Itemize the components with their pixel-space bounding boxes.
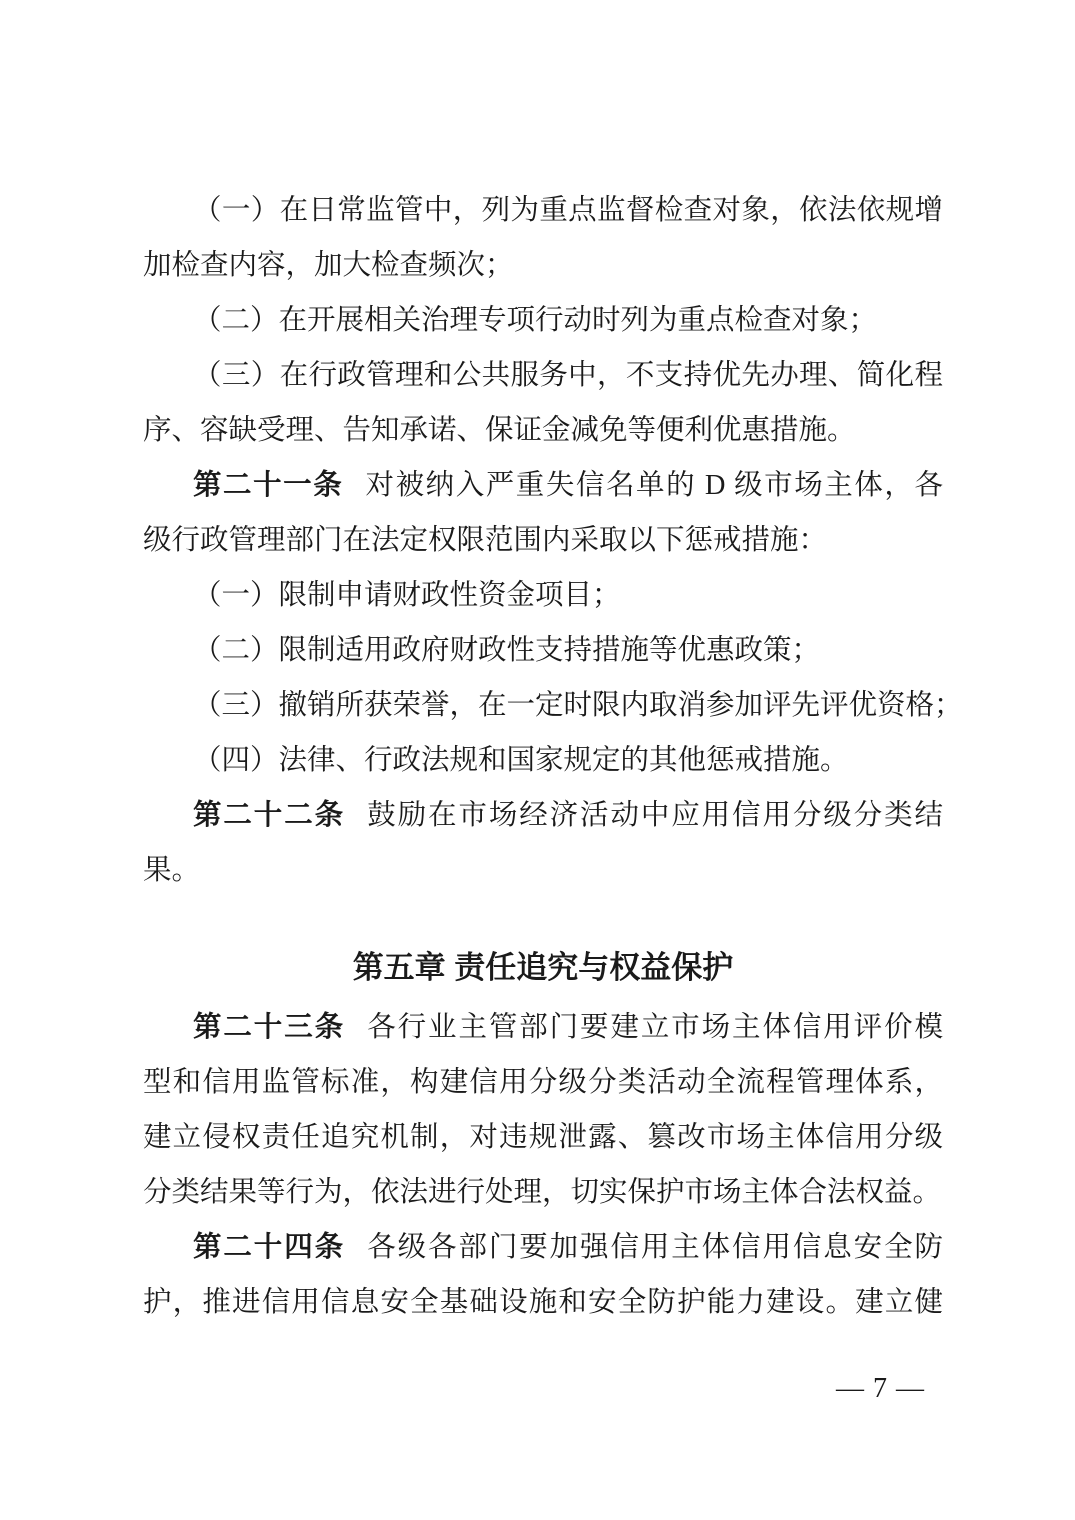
line-text: 各级各部门要加强信用主体信用信息安全防: [367, 1232, 943, 1263]
article-number: 第二十三条: [193, 1012, 346, 1043]
article-line: [143, 788, 943, 843]
line-text: 序、容缺受理、告知承诺、保证金减免等便利优惠措施。: [143, 415, 856, 446]
text-line: [143, 1275, 943, 1330]
line-text: 建立侵权责任追究机制，对违规泄露、篡改市场主体信用分级: [143, 1122, 943, 1153]
page-number: — 7 —: [836, 1373, 925, 1404]
line-text: （二）在开展相关治理专项行动时列为重点检查对象；: [193, 305, 878, 336]
line-text: 型和信用监管标准，构建信用分级分类活动全流程管理体系，: [143, 1067, 943, 1098]
line-text: 分类结果等行为，依法进行处理，切实保护市场主体合法权益。: [143, 1177, 942, 1208]
text-line: [143, 678, 963, 733]
text-line: [143, 623, 943, 678]
line-text: （四）法律、行政法规和国家规定的其他惩戒措施。: [193, 745, 849, 776]
text-line: [143, 513, 943, 568]
text-line: [143, 733, 943, 788]
line-text: （一）在日常监管中，列为重点监督检查对象，依法依规增: [193, 195, 943, 226]
article-line: [143, 1000, 943, 1055]
article-line: [143, 458, 943, 513]
text-line: [143, 238, 943, 293]
line-text: （一）限制申请财政性资金项目；: [193, 580, 621, 611]
line-text: 级行政管理部门在法定权限范围内采取以下惩戒措施：: [143, 525, 828, 556]
text-line: [143, 403, 943, 458]
article-line: [143, 1220, 943, 1275]
line-text: （二）限制适用政府财政性支持措施等优惠政策；: [193, 635, 821, 666]
line-text: 护，推进信用信息安全基础设施和安全防护能力建设。建立健: [143, 1287, 943, 1318]
text-line: [143, 348, 943, 403]
line-text: 鼓励在市场经济活动中应用信用分级分类结: [367, 800, 943, 831]
article-number: 第二十一条: [193, 470, 344, 501]
line-text: （三）撤销所获荣誉，在一定时限内取消参加评先评优资格；: [193, 690, 963, 721]
line-text: 各行业主管部门要建立市场主体信用评价模: [367, 1012, 943, 1043]
text-line: [143, 1055, 943, 1110]
article-number: 第二十二条: [193, 800, 346, 831]
chapter-heading: 第五章 责任追究与权益保护: [352, 950, 734, 985]
line-text: 对被纳入严重失信名单的 D 级市场主体，各: [365, 470, 943, 501]
document-body: [143, 183, 963, 1330]
line-text: 果。: [143, 855, 201, 886]
text-line: [143, 568, 943, 623]
text-line: [143, 183, 943, 238]
line-text: 加检查内容，加大检查频次；: [143, 250, 514, 281]
line-text: （三）在行政管理和公共服务中，不支持优先办理、简化程: [193, 360, 943, 391]
text-line: [143, 1110, 943, 1165]
article-number: 第二十四条: [193, 1232, 346, 1263]
text-line: [143, 293, 943, 348]
spacer: [143, 898, 943, 940]
text-line: [143, 843, 943, 898]
text-line: [143, 1165, 943, 1220]
